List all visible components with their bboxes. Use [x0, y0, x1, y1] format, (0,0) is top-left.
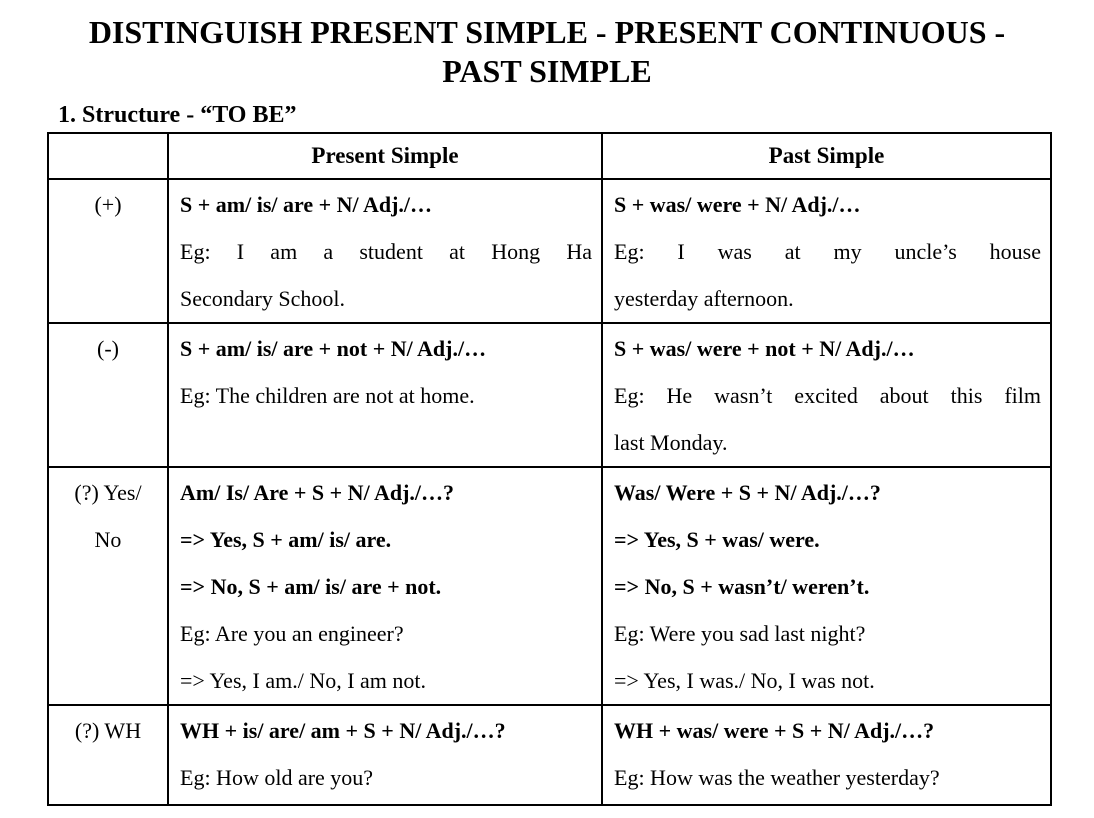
header-cell-empty	[48, 133, 168, 179]
section-heading: 1. Structure - “TO BE”	[58, 102, 297, 128]
example-line: last Monday.	[614, 430, 728, 455]
structure-line: Was/ Were + S + N/ Adj./…?	[614, 480, 881, 505]
table-row	[48, 179, 1051, 323]
example-line: => Yes, I was./ No, I was not.	[614, 668, 875, 693]
example-line: Eg: Are you an engineer?	[180, 621, 404, 646]
structure-line: S + was/ were + N/ Adj./…	[614, 192, 861, 217]
example-line: Secondary School.	[180, 286, 345, 311]
row-label-line: (+)	[94, 192, 122, 217]
row-label-line: No	[94, 527, 122, 552]
past-simple-cell	[602, 705, 1051, 805]
header-cell-present-simple: Present Simple	[168, 133, 602, 179]
row-label-cell	[48, 467, 168, 705]
past-simple-cell	[602, 323, 1051, 467]
example-line: Eg: I was at my uncle’s house	[614, 239, 1041, 264]
row-label-line: (?) Yes/	[74, 480, 142, 505]
table-header-row	[48, 133, 1051, 179]
table-row	[48, 705, 1051, 805]
row-label-cell	[48, 323, 168, 467]
present-simple-cell	[168, 705, 602, 805]
structure-line: S + was/ were + not + N/ Adj./…	[614, 336, 915, 361]
structure-line: WH + is/ are/ am + S + N/ Adj./…?	[180, 718, 506, 743]
grammar-table-body	[48, 179, 1051, 805]
example-line: => Yes, I am./ No, I am not.	[180, 668, 427, 693]
structure-line: => No, S + am/ is/ are + not.	[180, 574, 442, 599]
present-simple-cell	[168, 323, 602, 467]
example-line: Eg: How old are you?	[180, 765, 374, 790]
document-title-line-2: PAST SIMPLE	[442, 53, 652, 89]
structure-line: => No, S + wasn’t/ weren’t.	[614, 574, 870, 599]
document-title	[0, 0, 1094, 91]
present-simple-cell	[168, 179, 602, 323]
grammar-table	[47, 132, 1052, 806]
example-line: Eg: Were you sad last night?	[614, 621, 866, 646]
structure-line: Am/ Is/ Are + S + N/ Adj./…?	[180, 480, 455, 505]
example-line: Eg: He wasn’t excited about this film	[614, 383, 1041, 408]
structure-line: => Yes, S + was/ were.	[614, 527, 820, 552]
document-title-line-1: DISTINGUISH PRESENT SIMPLE - PRESENT CONTINUOUS -	[88, 14, 1006, 50]
header-cell-past-simple: Past Simple	[602, 133, 1051, 179]
row-label-cell	[48, 705, 168, 805]
present-simple-cell	[168, 467, 602, 705]
example-line: Eg: The children are not at home.	[180, 383, 475, 408]
structure-line: S + am/ is/ are + N/ Adj./…	[180, 192, 433, 217]
row-label-line: (?) WH	[74, 718, 142, 743]
row-label-cell	[48, 179, 168, 323]
past-simple-cell	[602, 467, 1051, 705]
past-simple-cell	[602, 179, 1051, 323]
row-label-line: (-)	[97, 336, 119, 361]
example-line: Eg: I am a student at Hong Ha	[180, 239, 592, 264]
table-row	[48, 467, 1051, 705]
structure-line: S + am/ is/ are + not + N/ Adj./…	[180, 336, 487, 361]
structure-line: WH + was/ were + S + N/ Adj./…?	[614, 718, 935, 743]
example-line: Eg: How was the weather yesterday?	[614, 765, 940, 790]
example-line: yesterday afternoon.	[614, 286, 794, 311]
table-row	[48, 323, 1051, 467]
structure-line: => Yes, S + am/ is/ are.	[180, 527, 392, 552]
